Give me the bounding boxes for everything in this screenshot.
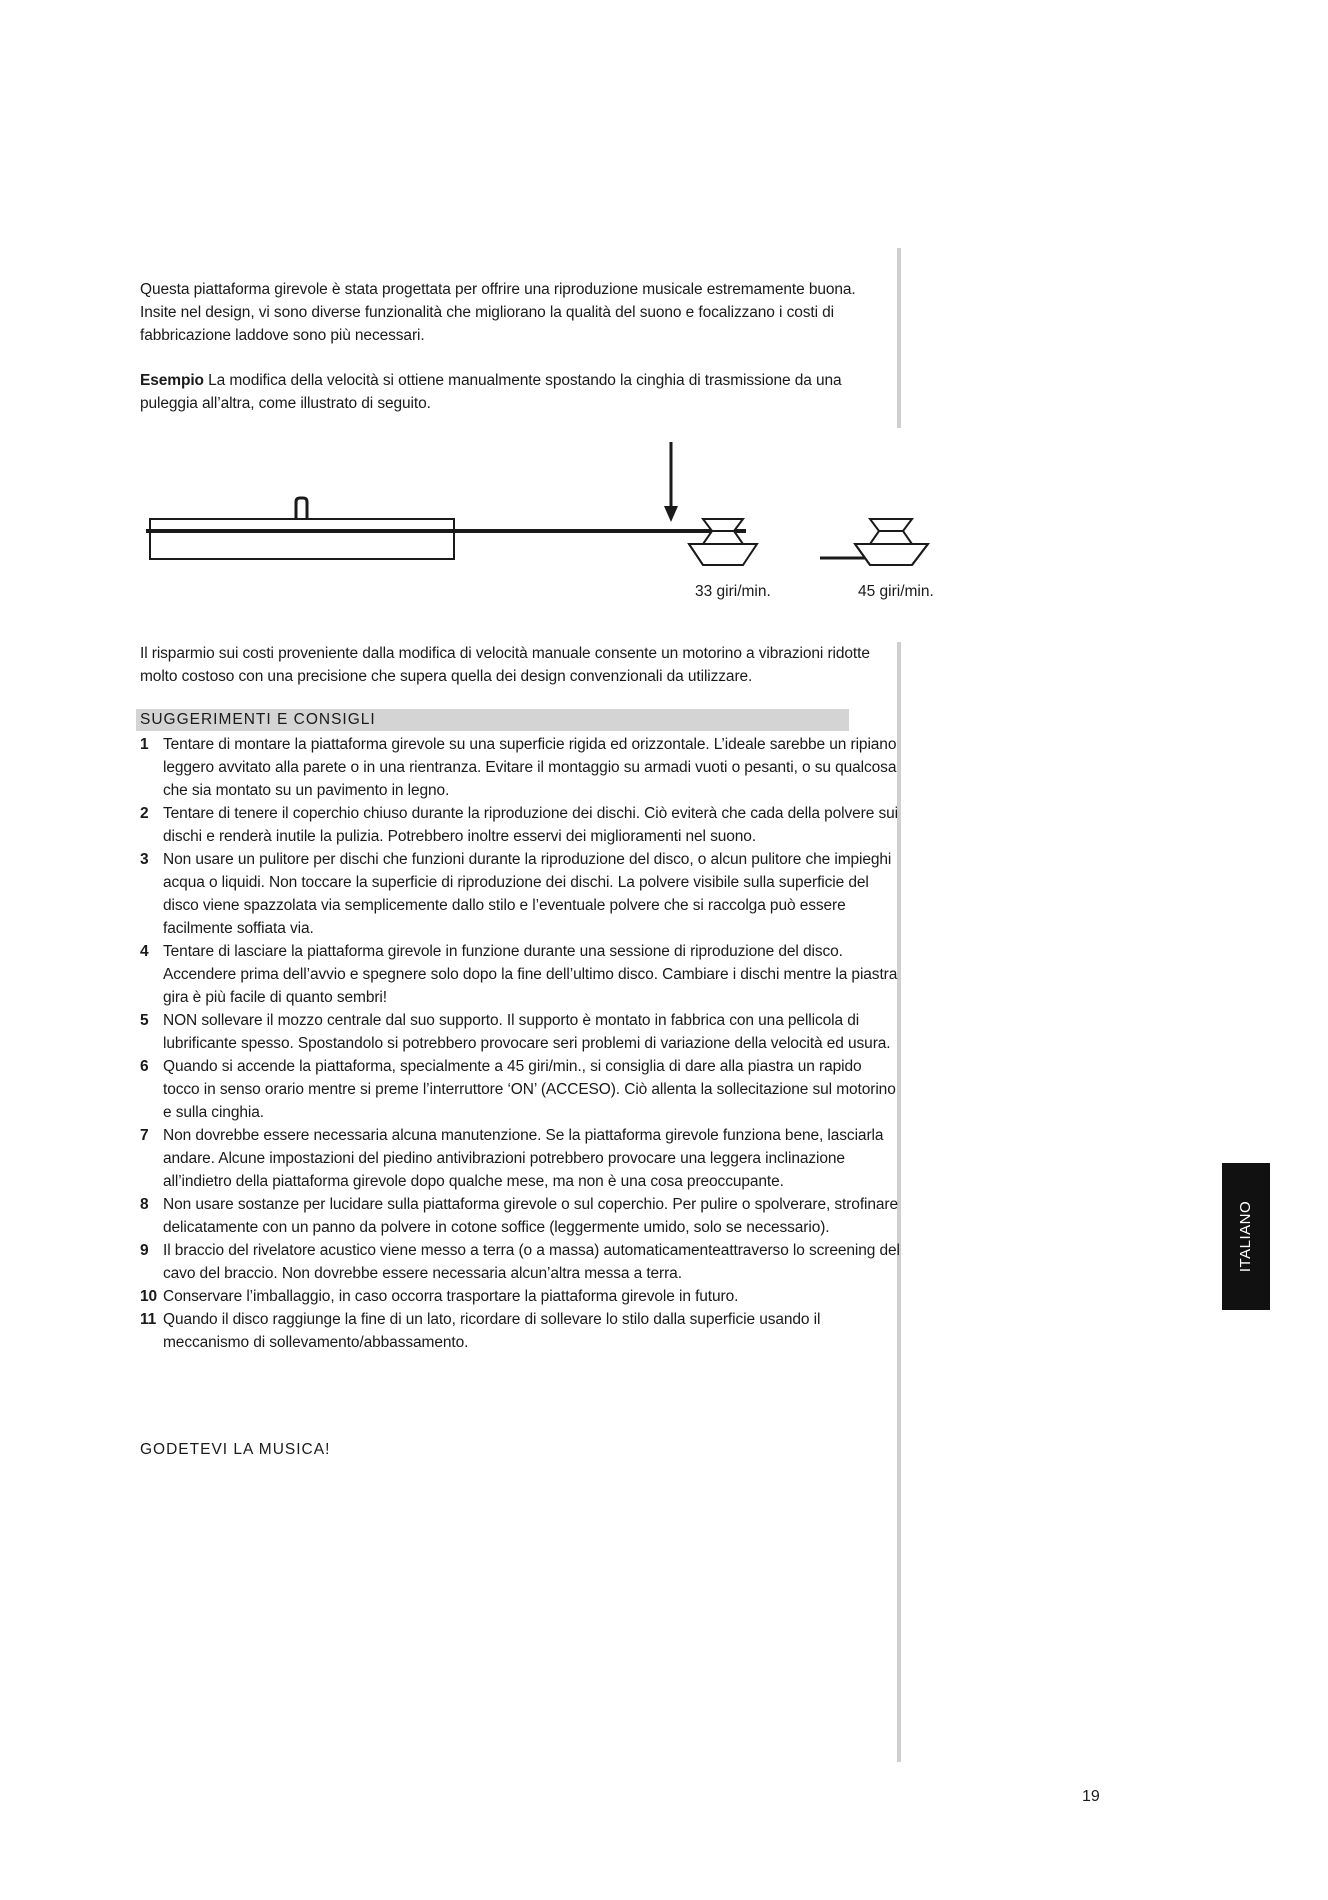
list-item	[140, 1055, 900, 1124]
tip-text: Non usare sostanze per lucidare sulla piattaforma girevole o sul coperchio. Per pulire o spolverare, strofinare delicatamente con un panno da polvere in cotone soffice (leggermente umido, solo se necessario).	[163, 1196, 899, 1236]
list-item	[140, 1193, 900, 1239]
language-tab	[1222, 1163, 1270, 1310]
tip-number: 11	[140, 1311, 157, 1328]
example-paragraph	[140, 369, 880, 415]
list-item	[140, 1308, 900, 1354]
tip-number: 2	[140, 805, 149, 822]
savings-paragraph: Il risparmio sui costi proveniente dalla modifica di velocità manuale consente un motorino a vibrazioni ridotte molto costoso con una precisione che supera quella dei design convenzionali da utilizzare.	[140, 645, 870, 685]
tip-number: 1	[140, 736, 149, 753]
tips-list	[140, 733, 900, 1354]
pulley-33	[689, 519, 757, 565]
tip-text: NON sollevare il mozzo centrale dal suo supporto. Il supporto è montato in fabbrica con una pellicola di lubrificante spesso. Spostandolo si potrebbero provocare seri problemi di variazione della velocità ed usura.	[163, 1012, 891, 1052]
pulley-45	[855, 519, 928, 565]
list-item	[140, 1124, 900, 1193]
tip-text: Non usare un pulitore per dischi che funzioni durante la riproduzione del disco, o alcun pulitore che impieghi acqua o liquidi. Non toccare la superficie di riproduzione dei dischi. La polvere visibile sulla superficie del disco viene spazzolata via semplicemente dallo stilo e l’eventuale polvere che si raccolga può essere facilmente soffiata via.	[163, 851, 892, 937]
tip-text: Tentare di lasciare la piattaforma girevole in funzione durante una sessione di riproduzione del disco. Accendere prima dell’avvio e spegnere solo dopo la fine dell’ultimo disco. Cambiare i dischi mentre la piastra gira è più facile di quanto sembri!	[163, 943, 898, 1006]
tip-text: Non dovrebbe essere necessaria alcuna manutenzione. Se la piattaforma girevole funziona bene, lasciarla andare. Alcune impostazioni del piedino antivibrazioni potrebbero provocare una leggera inclinazione all’indietro della piattaforma girevole dopo qualche mese, ma non è una cosa preoccupante.	[163, 1127, 884, 1190]
tip-text: Conservare l’imballaggio, in caso occorra trasportare la piattaforma girevole in futuro.	[163, 1288, 739, 1305]
section-heading: SUGGERIMENTI E CONSIGLI	[136, 709, 849, 731]
closing-line: GODETEVI LA MUSICA!	[140, 1441, 331, 1458]
tip-text: Tentare di tenere il coperchio chiuso durante la riproduzione dei dischi. Ciò eviterà che cada della polvere sui dischi e renderà inutile la pulizia. Potrebbero inoltre esservi dei miglioramenti nel suono.	[163, 805, 898, 845]
tip-number: 10	[140, 1288, 158, 1305]
intro-paragraph: Questa piattaforma girevole è stata progettata per offrire una riproduzione musicale estremamente buona. Insite nel design, vi sono diverse funzionalità che migliorano la qualità del suono e focalizzano i costi di fabbricazione laddove sono più necessari.	[140, 281, 856, 344]
tip-number: 9	[140, 1242, 149, 1259]
spindle	[296, 498, 307, 519]
example-text: La modifica della velocità si ottiene manualmente spostando la cinghia di trasmissione da una puleggia all’altra, come illustrato di seguito.	[140, 372, 842, 412]
list-item	[140, 1009, 900, 1055]
label-45-rpm: 45 giri/min.	[858, 583, 934, 600]
tip-number: 8	[140, 1196, 149, 1213]
label-33-rpm: 33 giri/min.	[695, 583, 771, 600]
list-item	[140, 940, 900, 1009]
arrow-head	[664, 506, 678, 522]
tip-text: Il braccio del rivelatore acustico viene messo a terra (o a massa) automaticamenteattraverso lo screening del cavo del braccio. Non dovrebbe essere necessaria alcun’altra messa a terra.	[163, 1242, 900, 1282]
tip-number: 7	[140, 1127, 149, 1144]
tip-number: 3	[140, 851, 149, 868]
list-item	[140, 733, 900, 802]
platter	[150, 519, 454, 559]
page-number: 19	[1082, 1788, 1100, 1805]
margin-rule-top	[897, 248, 901, 428]
tip-number: 4	[140, 943, 149, 960]
example-label: Esempio	[140, 372, 204, 389]
tip-text: Quando si accende la piattaforma, specialmente a 45 giri/min., si consiglia di dare alla piastra un rapido tocco in senso orario mentre si preme l’interruttore ‘ON’ (ACCESO). Ciò allenta la sollecitazione sul motorino e sulla cinghia.	[163, 1058, 896, 1121]
list-item	[140, 1285, 900, 1308]
list-item	[140, 1239, 900, 1285]
tip-text: Tentare di montare la piattaforma girevole su una superficie rigida ed orizzontale. L’ideale sarebbe un ripiano leggero avvitato alla parete o in una rientranza. Evitare il montaggio su armadi vuoti o pesanti, o su qualcosa che sia montato su un pavimento in legno.	[163, 736, 897, 799]
tip-number: 6	[140, 1058, 149, 1075]
tip-text: Quando il disco raggiunge la fine di un lato, ricordare di sollevare lo stilo dalla superficie usando il meccanismo di sollevamento/abbassamento.	[163, 1311, 821, 1351]
tip-number: 5	[140, 1012, 149, 1029]
belt-speed-diagram	[140, 440, 960, 610]
language-tab-label: ITALIANO	[1237, 1200, 1255, 1273]
list-item	[140, 848, 900, 940]
list-item	[140, 802, 900, 848]
